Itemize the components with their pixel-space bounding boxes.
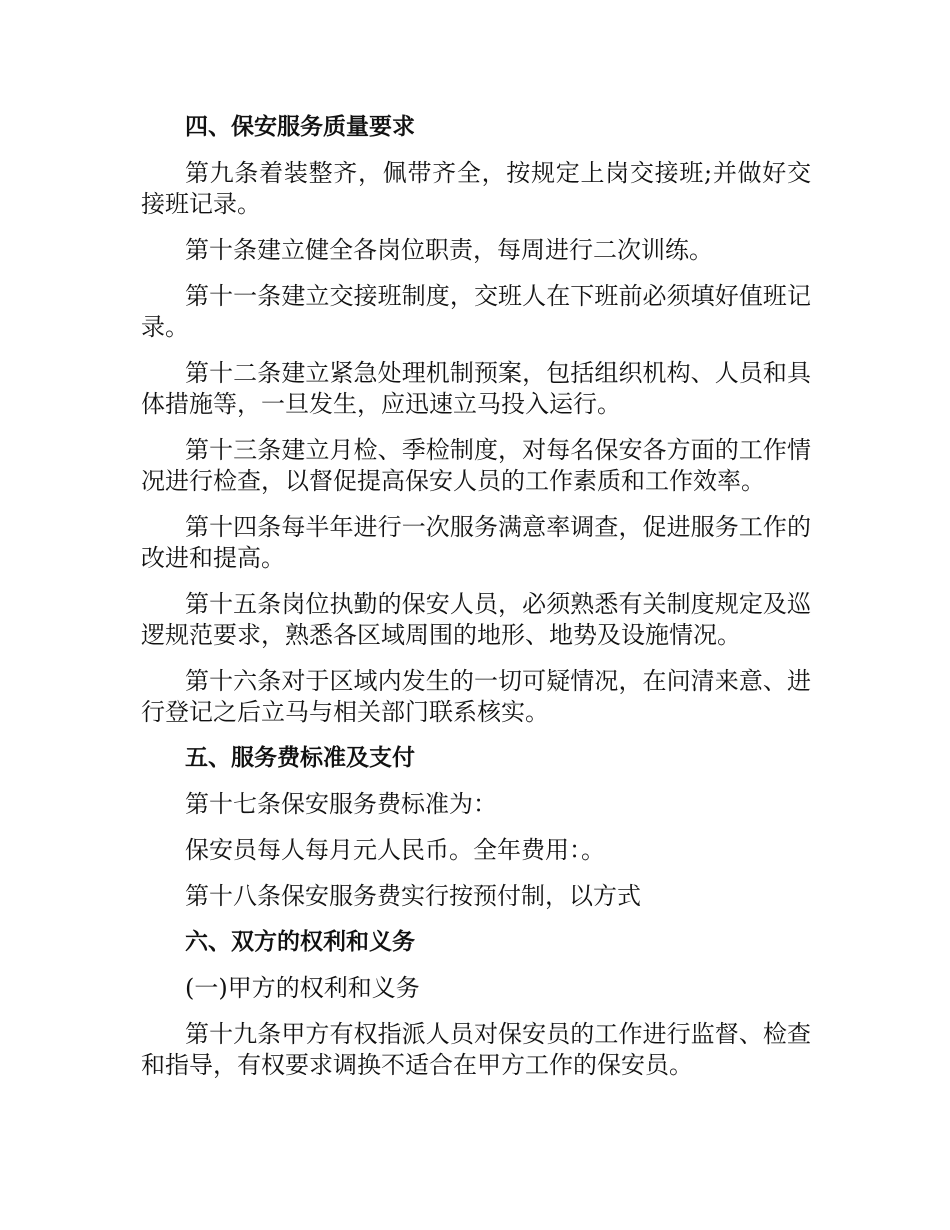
article-13: 第十三条建立月检、季检制度，对每名保安各方面的工作情况进行检查，以督促提高保安人员的工作素质和工作效率。: [141, 436, 811, 495]
article-14: 第十四条每半年进行一次服务满意率调查，促进服务工作的改进和提高。: [141, 513, 811, 572]
article-15: 第十五条岗位执勤的保安人员，必须熟悉有关制度规定及巡逻规范要求，熟悉各区域周围的地形、地势及设施情况。: [141, 590, 811, 649]
article-12: 第十二条建立紧急处理机制预案，包括组织机构、人员和具体措施等，一旦发生，应迅速立马投入运行。: [141, 359, 811, 418]
section-heading-6: 六、双方的权利和义务: [185, 929, 415, 955]
article-11: 第十一条建立交接班制度，交班人在下班前必须填好值班记录。: [141, 282, 811, 341]
fee-line: 保安员每人每月元人民币。全年费用：。: [185, 836, 605, 864]
article-17: 第十七条保安服务费标准为：: [185, 790, 497, 818]
article-16: 第十六条对于区域内发生的一切可疑情况，在问清来意、进行登记之后立马与相关部门联系核实。: [141, 667, 811, 726]
article-19: 第十九条甲方有权指派人员对保安员的工作进行监督、检查和指导，有权要求调换不适合在甲方工作的保安员。: [141, 1020, 811, 1079]
subsection-party-a: (一)甲方的权利和义务: [185, 974, 420, 1002]
article-10: 第十条建立健全各岗位职责，每周进行二次训练。: [185, 236, 713, 264]
section-heading-5: 五、服务费标准及支付: [185, 745, 415, 771]
article-18: 第十八条保安服务费实行按预付制，以方式: [185, 882, 641, 910]
section-heading-4: 四、保安服务质量要求: [185, 114, 415, 140]
article-9: 第九条着装整齐，佩带齐全，按规定上岗交接班;并做好交接班记录。: [141, 159, 811, 218]
document-body: [141, 112, 811, 1096]
